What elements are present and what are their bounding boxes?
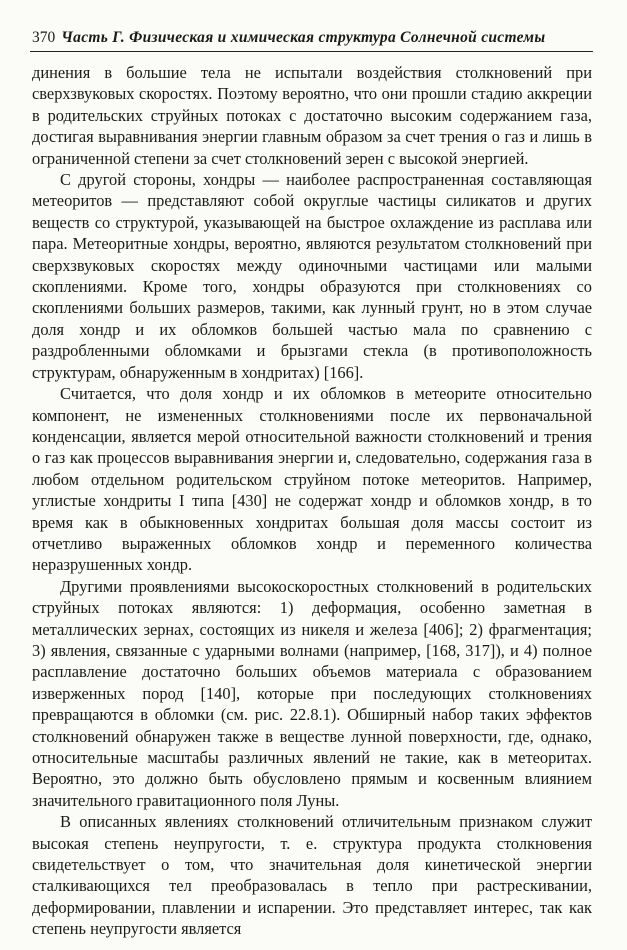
- page-body: [32, 62, 592, 940]
- running-title: Часть Г. Физическая и химическая структура Солнечной системы: [61, 29, 546, 46]
- page-number: 370: [32, 29, 56, 46]
- paragraph: В описанных явлениях столкновений отличительным признаком служит высокая степень неупругости, т. е. структура продукта столкновения свидетельствует о том, что значительная доля кинетической энергии сталкивающихся тел преобразовалась в тепло при растрескивании, деформировании, плавлении и испарении. Это представляет интерес, так как степень неупругости является: [32, 812, 592, 939]
- paragraph: С другой стороны, хондры — наиболее распространенная составляющая метеоритов — представляют собой округлые частицы силикатов и других веществ со структурой, указывающей на быстрое охлаждение из расплава или пара. Метеоритные хондры, вероятно, являются результатом столкновений при сверхзвуковых скоростях между одиночными частицами или малыми скоплениями. Кроме того, хондры образуются при столкновениях со скоплениями больших размеров, такими, как лунный грунт, но в этом случае доля хондр и их обломков большей частью мала по сравнению с раздробленными обломками и брызгами стекла (в противоположность структурам, обнаруженным в хондритах) [166].: [32, 170, 592, 382]
- paragraph: динения в большие тела не испытали воздействия столкновений при сверхзвуковых скоростях. Поэтому вероятно, что они прошли стадию аккреции в родительских струйных потоках с достаточно высоким содержанием газа, достигая выравнивания энергии главным образом за счет трения о газ и лишь в ограниченной степени за счет столкновений зерен с высокой энергией.: [32, 63, 592, 168]
- paragraph: Считается, что доля хондр и их обломков в метеорите относительно компонент, не измененных столкновениями после их первоначальной конденсации, является мерой относительной важности столкновений и трения о газ как процессов выравнивания энергии и, следовательно, содержания газа в любом отдельном родительском струйном потоке метеоритов. Например, углистые хондриты I типа [430] не содержат хондр и обломков хондр, в то время как в обыкновенных хондритах большая доля массы состоит из отчетливо выраженных обломков хондр и переменного количества неразрушенных хондр.: [32, 384, 592, 575]
- running-header: [32, 28, 592, 48]
- header-rule: [30, 51, 593, 52]
- paragraph: Другими проявлениями высокоскоростных столкновений в родительских струйных потоках являются: 1) деформация, особенно заметная в металлических зернах, состоящих из никеля и железа [406]; 2) фрагментация; 3) явления, связанные с ударными волнами (например, [168, 317]), и 4) полное расплавление достаточно больших объемов материала с образованием изверженных пород [140], которые при последующих столкновениях превращаются в обломки (см. рис. 22.8.1). Обширный набор таких эффектов столкновений обнаружен также в веществе лунной поверхности, где, однако, относительные масштабы различных явлений не такие, как в метеоритах. Вероятно, это должно быть обусловлено прямым и косвенным влиянием значительного гравитационного поля Луны.: [32, 576, 592, 810]
